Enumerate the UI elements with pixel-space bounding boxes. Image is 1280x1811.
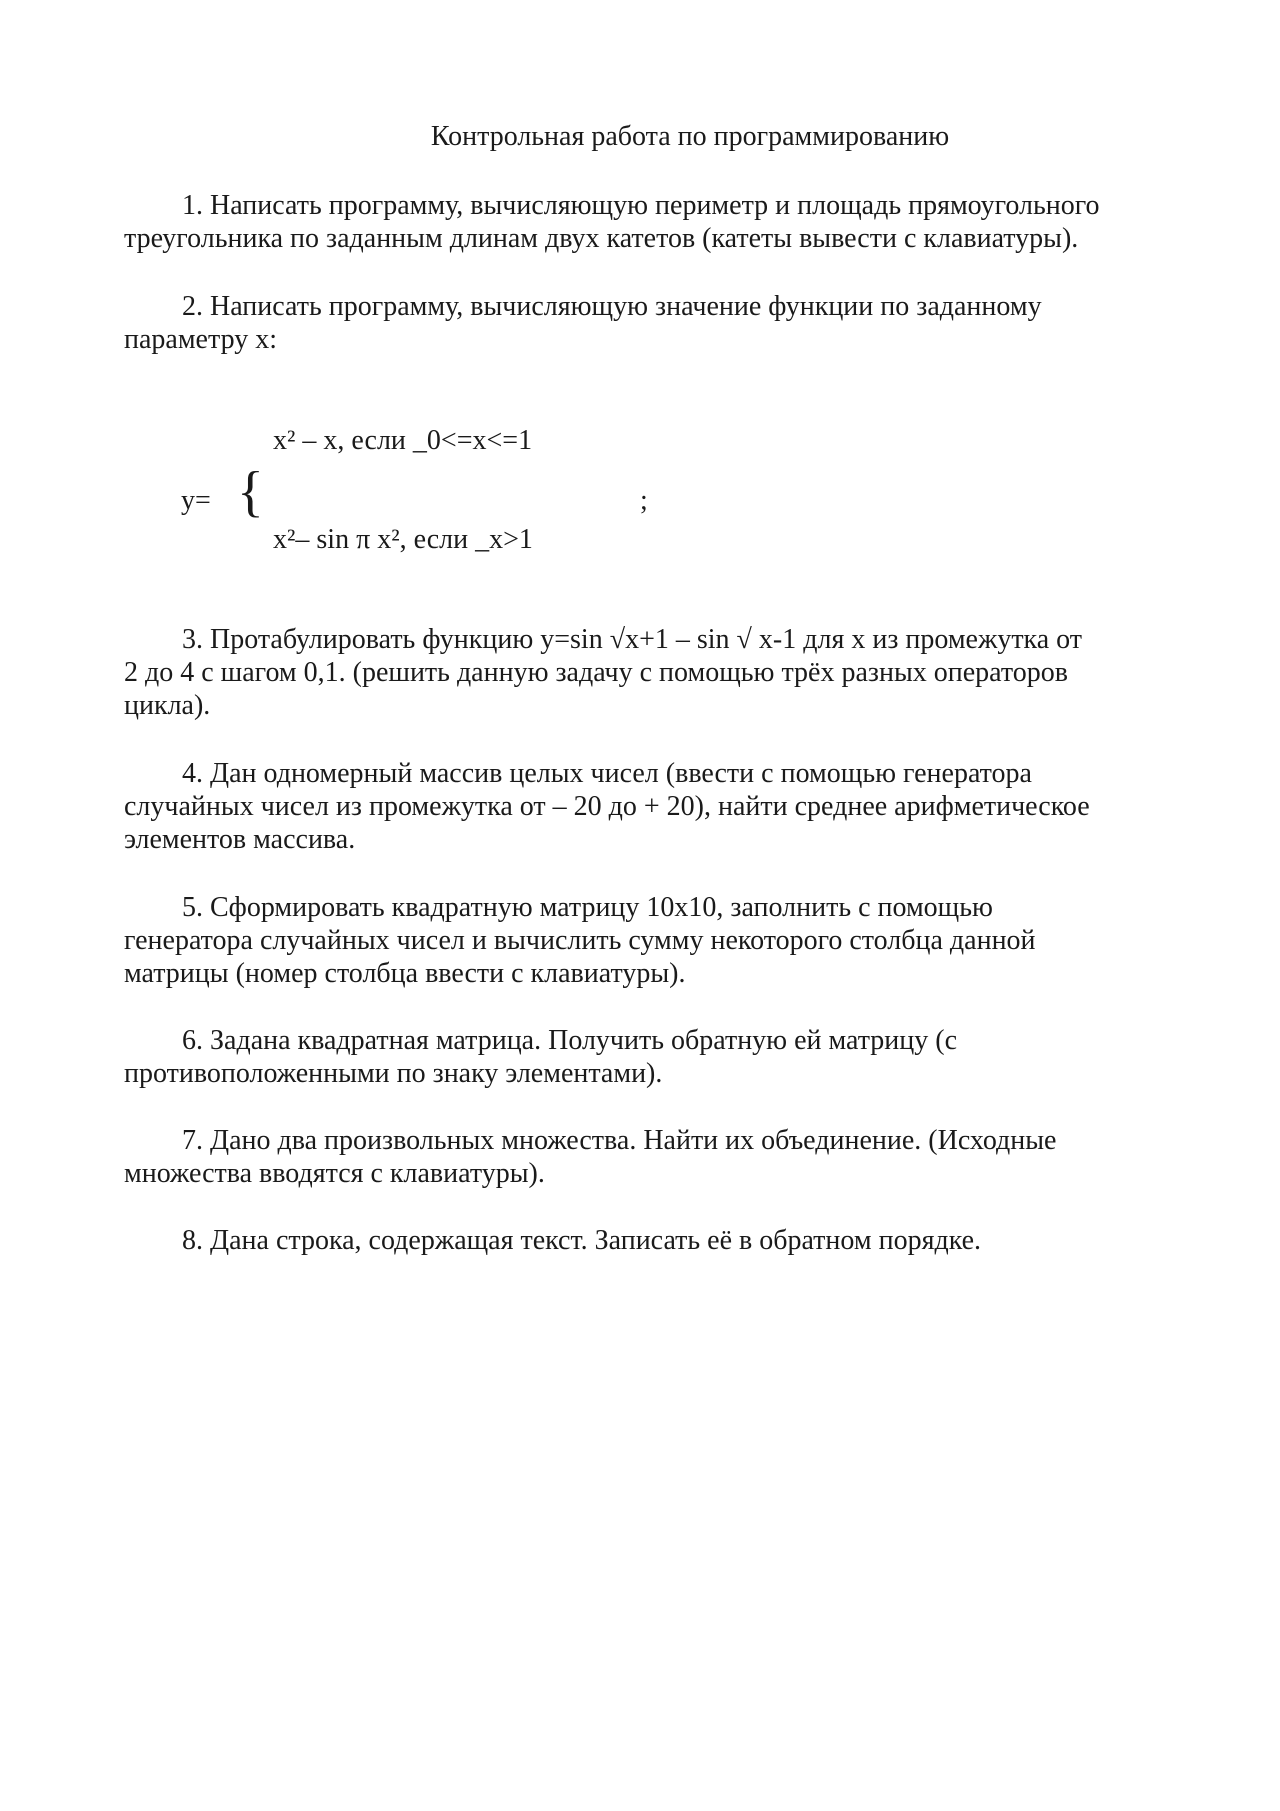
task-4-line-1: 4. Дан одномерный массив целых чисел (ввести с помощью генератора [182, 758, 1032, 789]
formula-case-2: x²– sin π x², если _x>1 [273, 524, 533, 555]
task-2-line-1: 2. Написать программу, вычисляющую значение функции по заданному [182, 291, 1042, 322]
task-3-line-3: цикла). [124, 690, 211, 721]
formula-brace: { [237, 461, 264, 523]
formula-lhs: y= [181, 485, 211, 516]
task-3-line-2: 2 до 4 с шагом 0,1. (решить данную задачу с помощью трёх разных операторов [124, 657, 1068, 688]
task-8 [124, 1224, 1174, 1257]
task-5-line-1: 5. Сформировать квадратную матрицу 10x10, заполнить с помощью [182, 892, 993, 923]
task-2-line-2: параметру x: [124, 324, 277, 355]
task-3 [124, 623, 1174, 722]
task-7-line-2: множества вводятся с клавиатуры). [124, 1158, 545, 1189]
task-8-line-1: 8. Дана строка, содержащая текст. Записать её в обратном порядке. [182, 1225, 982, 1256]
task-7 [124, 1124, 1174, 1190]
task-5 [124, 891, 1174, 990]
document-title: Контрольная работа по программированию [430, 121, 950, 152]
formula-terminator: ; [640, 485, 648, 516]
task-4-line-2: случайных чисел из промежутка от – 20 до + 20), найти среднее арифметическое [124, 791, 1090, 822]
task-4 [124, 757, 1174, 856]
formula-case-1: x² – x, если _0<=x<=1 [273, 425, 533, 456]
task-6-line-2: противоположенными по знаку элементами). [124, 1058, 663, 1089]
task-3-line-1: 3. Протабулировать функцию y=sin √x+1 – sin √ x-1 для x из промежутка от [182, 624, 1083, 655]
task-6 [124, 1024, 1174, 1090]
task-2 [124, 290, 1174, 356]
task-4-line-3: элементов массива. [124, 824, 356, 855]
task-6-line-1: 6. Задана квадратная матрица. Получить обратную ей матрицу (с [182, 1025, 958, 1056]
task-1 [124, 189, 1174, 255]
task-1-line-2: треугольника по заданным длинам двух катетов (катеты вывести с клавиатуры). [124, 223, 1079, 254]
task-5-line-3: матрицы (номер столбца ввести с клавиатуры). [124, 958, 686, 989]
task-1-line-1: 1. Написать программу, вычисляющую периметр и площадь прямоугольного [182, 190, 1100, 221]
task-5-line-2: генератора случайных чисел и вычислить сумму некоторого столбца данной [124, 925, 1036, 956]
task-7-line-1: 7. Дано два произвольных множества. Найти их объединение. (Исходные [182, 1125, 1057, 1156]
